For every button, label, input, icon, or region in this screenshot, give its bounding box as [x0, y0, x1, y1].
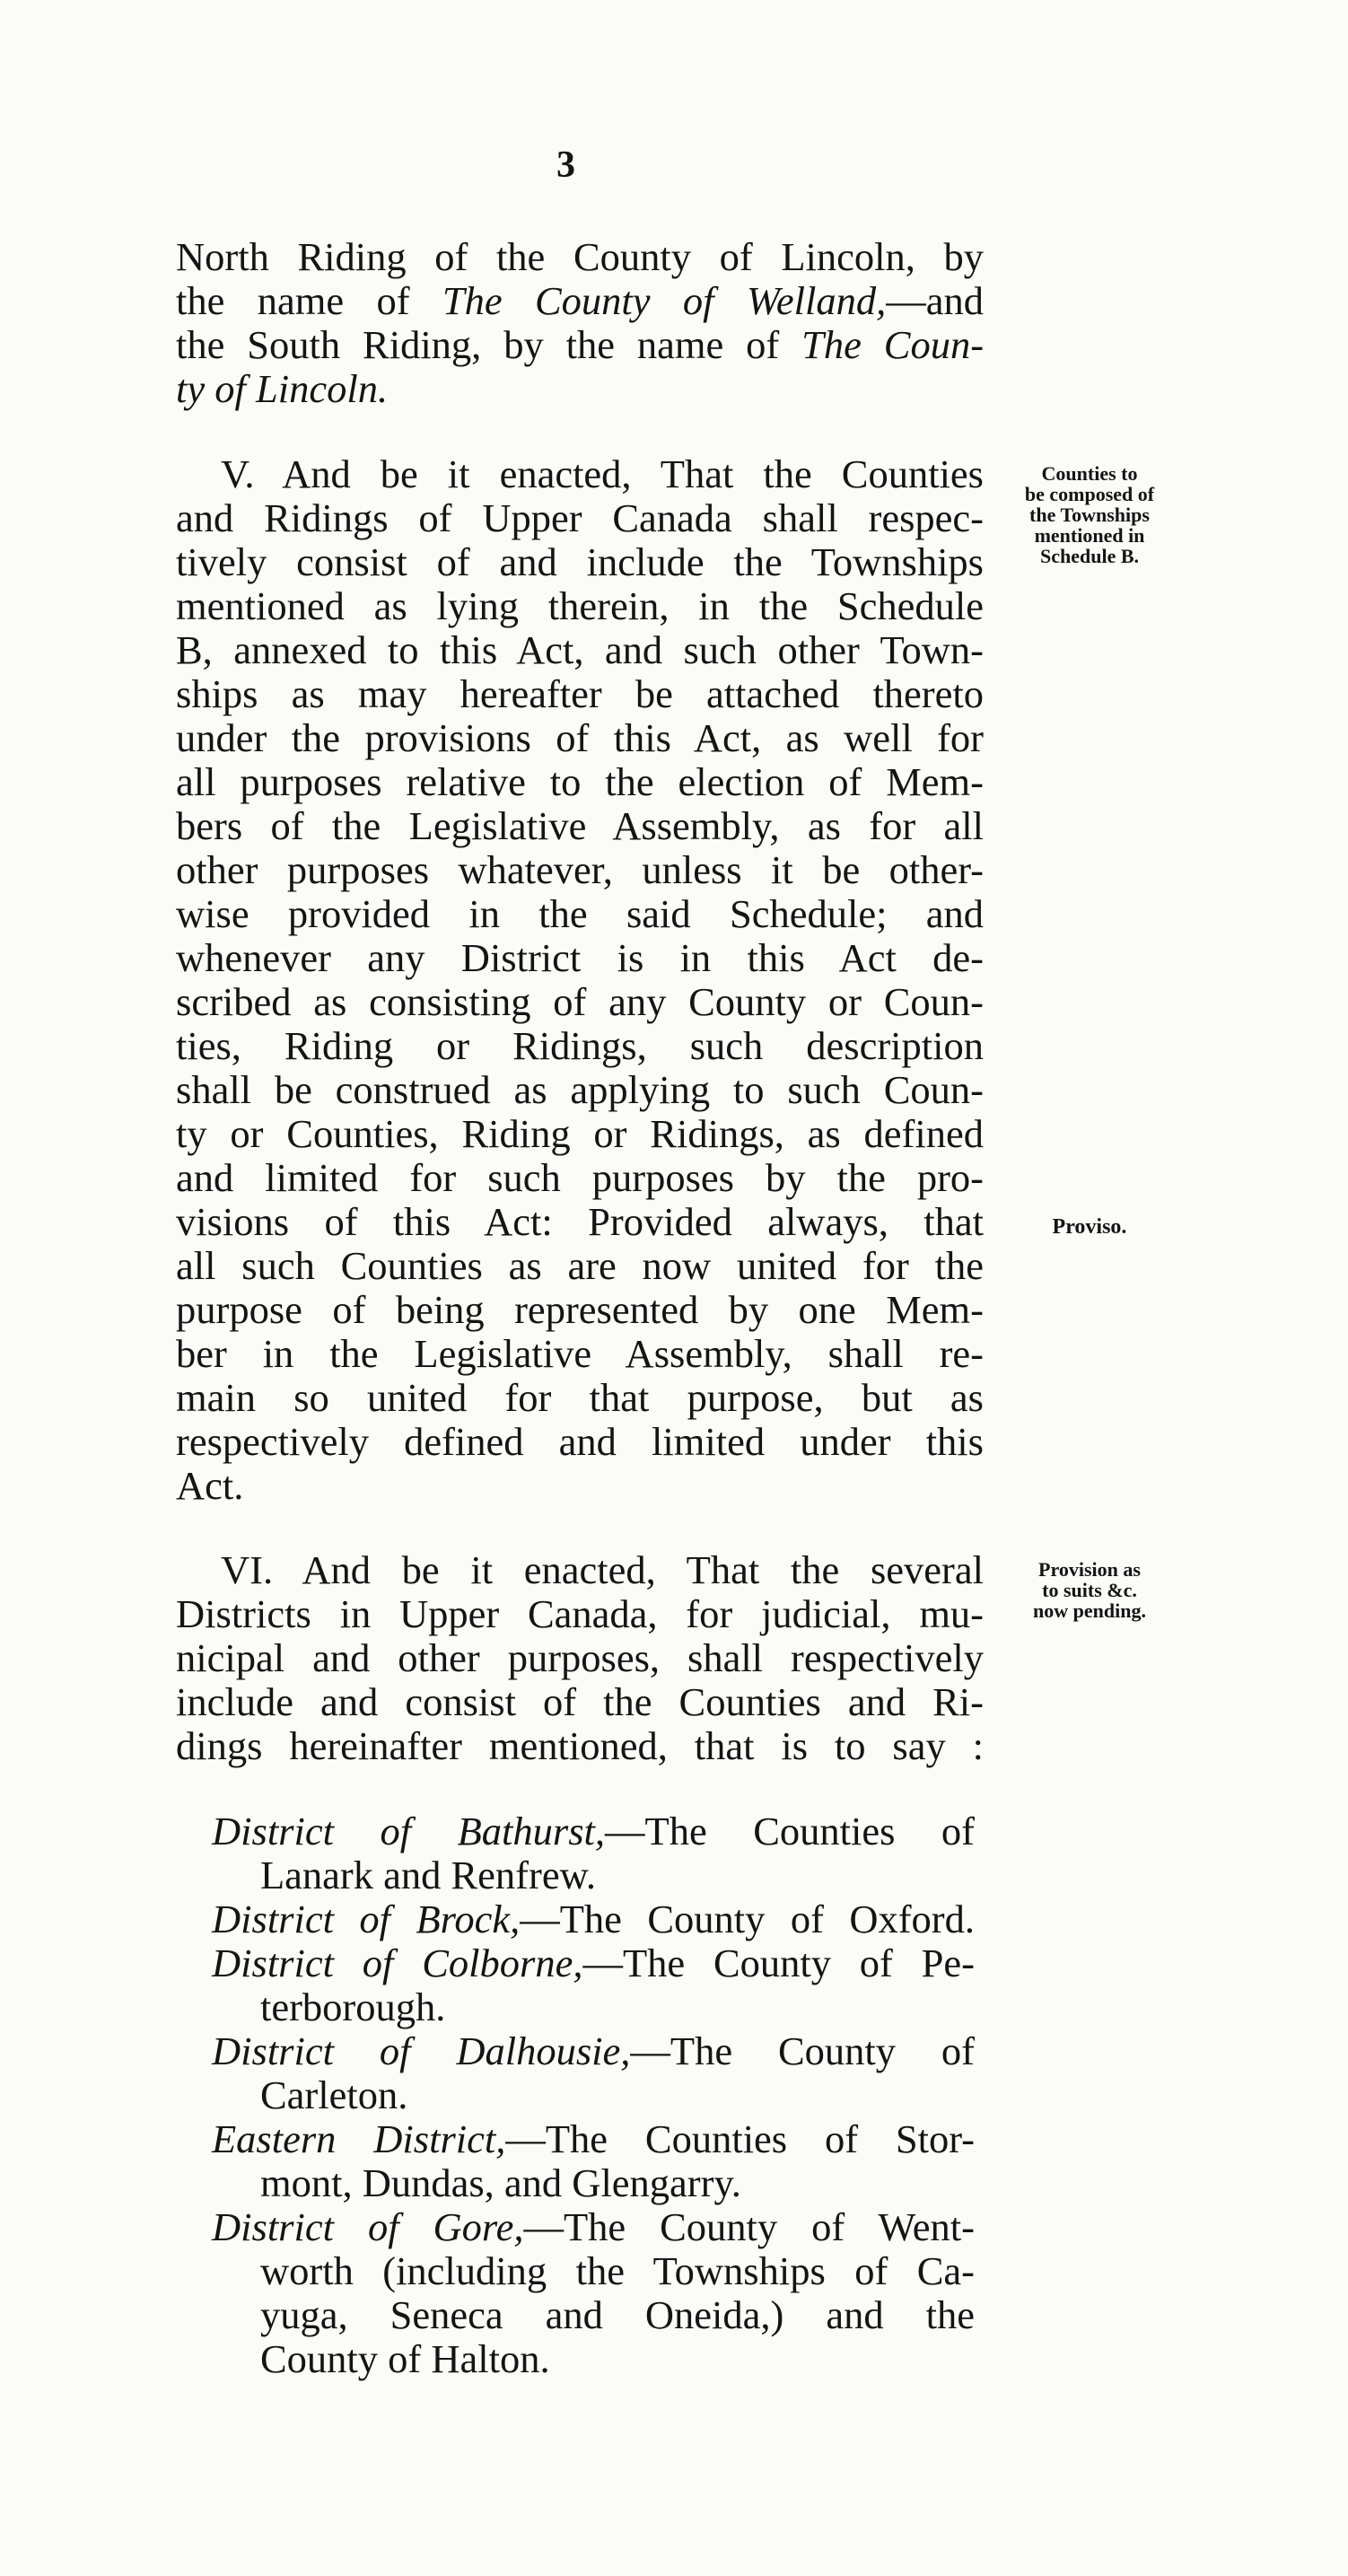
text-line: ties, Riding or Ridings, such description	[176, 1023, 984, 1068]
text-line: the South Riding, by the name of The Coun-	[176, 322, 985, 367]
county-name-lincoln: The Coun-	[801, 322, 985, 367]
text-line: all purposes relative to the election of Mem-	[176, 759, 984, 804]
text-line: VI. And be it enacted, That the several	[221, 1547, 984, 1592]
text-line: the name of The County of Welland,—and	[176, 278, 984, 323]
district-entry: District of Colborne,—The County of Pe- terborough.	[212, 1941, 975, 2029]
district-name: District of Gore,	[212, 2204, 524, 2249]
district-name: District of Brock,	[212, 1897, 521, 1941]
text-line: under the provisions of this Act, as well for	[176, 715, 984, 760]
text-line: respectively defined and limited under this	[176, 1419, 984, 1464]
text-line: purpose of being represented by one Mem-	[176, 1287, 984, 1332]
page-number: 3	[556, 145, 575, 186]
text-line: nicipal and other purposes, shall respectively	[176, 1635, 984, 1680]
continuation-paragraph	[176, 235, 984, 411]
marginal-note-provision: Provision as to suits &c. now pending.	[1033, 1558, 1146, 1622]
text-line: include and consist of the Counties and Ri-	[176, 1679, 984, 1724]
district-name: District of Dalhousie,	[212, 2028, 631, 2073]
text-line: visions of this Act: Provided always, that	[176, 1199, 984, 1244]
district-entry: Eastern District,—The Counties of Stor- mont, Dundas, and Glengarry.	[212, 2116, 975, 2205]
text-line: other purposes whatever, unless it be other-	[176, 847, 984, 892]
district-entry: District of Dalhousie,—The County of Carleton.	[212, 2028, 975, 2117]
text-line: North Riding of the County of Lincoln, by	[176, 234, 984, 279]
marginal-note-proviso: Proviso.	[1052, 1215, 1127, 1239]
text-line: ty of Lincoln.	[176, 366, 389, 411]
text-line: mentioned as lying therein, in the Schedule	[176, 583, 984, 628]
text-line: V. And be it enacted, That the Counties	[221, 451, 984, 496]
text-line: scribed as consisting of any County or Coun-	[176, 979, 984, 1024]
text-line: wise provided in the said Schedule; and	[176, 891, 984, 936]
district-list	[212, 1809, 975, 2381]
section-vi-paragraph	[176, 1548, 984, 1768]
section-v-paragraph	[176, 452, 984, 1508]
text-line: whenever any District is in this Act de-	[176, 935, 984, 980]
district-name: District of Colborne,	[212, 1941, 583, 1985]
text-line: ber in the Legislative Assembly, shall re-	[176, 1331, 984, 1376]
text-line: all such Counties as are now united for the	[176, 1243, 984, 1288]
text-line: and limited for such purposes by the pro-	[176, 1155, 984, 1200]
district-entry: District of Gore,—The County of Went- worth (including the Townships of Ca- yuga, Seneca and Oneida,) and the County of Halton.	[212, 2204, 975, 2381]
text-line: ships as may hereafter be attached thereto	[176, 671, 984, 716]
district-entry: District of Brock,—The County of Oxford.	[212, 1897, 975, 1941]
text-line: ty or Counties, Riding or Ridings, as defined	[176, 1111, 984, 1156]
district-name: District of Bathurst,	[212, 1809, 606, 1853]
text-line: Districts in Upper Canada, for judicial, mu-	[176, 1591, 984, 1636]
marginal-note-counties: Counties to be composed of the Townships mentioned in Schedule B.	[1024, 462, 1155, 567]
district-entry: District of Bathurst,—The Counties of Lanark and Renfrew.	[212, 1809, 975, 1897]
county-name-welland: The County of Welland,	[442, 278, 887, 323]
district-name: Eastern District,	[212, 2116, 506, 2161]
text-line: shall be construed as applying to such Coun-	[176, 1067, 984, 1112]
text-line: main so united for that purpose, but as	[176, 1375, 984, 1420]
text-line: and Ridings of Upper Canada shall respec-	[176, 495, 984, 540]
text-line: dings hereinafter mentioned, that is to say :	[176, 1723, 984, 1768]
text-line: B, annexed to this Act, and such other Town-	[176, 627, 984, 672]
text-line: Act.	[176, 1463, 244, 1508]
text-line: tively consist of and include the Townships	[176, 539, 984, 584]
text-line: bers of the Legislative Assembly, as for all	[176, 803, 984, 848]
